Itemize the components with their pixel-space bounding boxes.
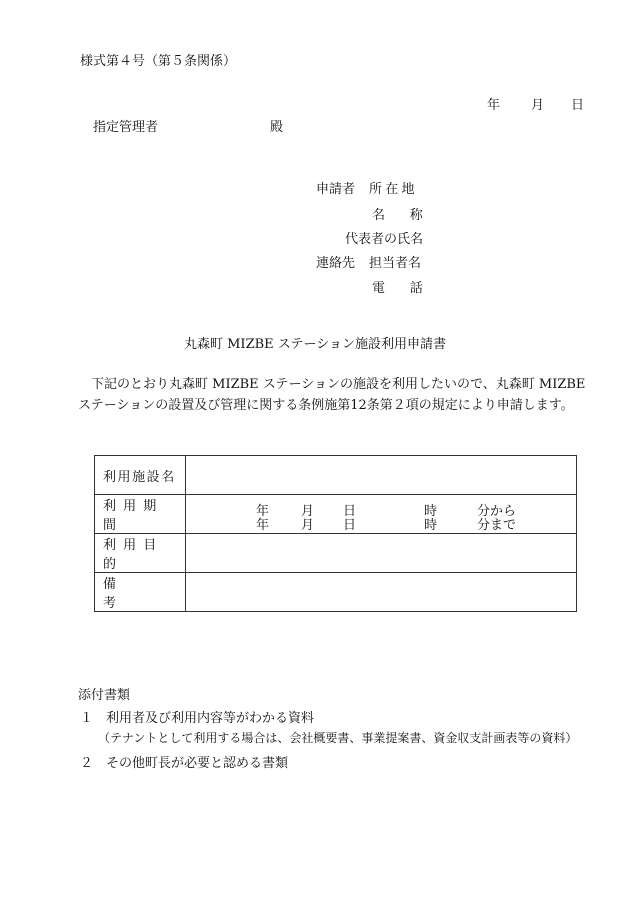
remarks-input-cell[interactable] — [186, 573, 577, 612]
representative-label: 代表者の氏名 — [345, 232, 424, 247]
body-text: 下記のとおり丸森町 MIZBE ステーションの施設を利用したいので、丸森町 MIZBE ステーションの設置及び管理に関する条例施第12条第２項の規定により申請します。 — [78, 377, 586, 413]
period-row — [95, 495, 577, 534]
to-year: 年 — [256, 518, 270, 533]
remarks-label-cell — [95, 573, 186, 612]
purpose-row — [95, 534, 577, 573]
form-number: 様式第４号（第５条関係） — [80, 54, 237, 69]
attachment-1-note: （テナントとして利用する場合は、会社概要書、事業提案書、資金収支計画表等の資料） — [98, 731, 578, 745]
period-fields — [186, 495, 576, 533]
facility-label-cell — [95, 456, 186, 495]
applicant-heading: 申請者 — [316, 182, 356, 197]
phone-label-row — [372, 277, 447, 296]
remarks-row — [95, 573, 577, 612]
from-year: 年 — [256, 504, 270, 519]
date-month-label: 月 — [531, 98, 545, 113]
from-month: 月 — [301, 504, 315, 519]
attachment-2-text: その他町長が必要と認める書類 — [106, 756, 289, 771]
from-hour: 時 — [424, 504, 438, 519]
address-label: 所在地 — [369, 182, 418, 197]
from-minute-suffix: 分から — [477, 504, 517, 519]
person-label: 担当者名 — [369, 256, 422, 271]
attachment-item-1 — [80, 707, 314, 726]
facility-row — [95, 456, 577, 495]
document-title: 丸森町 MIZBE ステーション施設利用申請書 — [183, 337, 446, 352]
date-day-label: 日 — [571, 98, 585, 113]
attachment-2-number: ２ — [80, 756, 94, 771]
to-minute-suffix: 分まで — [477, 518, 517, 533]
to-day: 日 — [343, 518, 357, 533]
addressee-honorific: 殿 — [270, 120, 284, 135]
name-label-row — [372, 204, 447, 223]
attachment-1-text: 利用者及び利用内容等がわかる資料 — [106, 711, 315, 726]
from-day: 日 — [343, 504, 357, 519]
facility-input-cell[interactable] — [186, 456, 577, 495]
application-table — [94, 455, 577, 612]
purpose-input-cell[interactable] — [186, 534, 577, 573]
attachment-1-number: １ — [80, 711, 94, 726]
to-hour: 時 — [424, 518, 438, 533]
facility-label: 利用施設名 — [103, 469, 176, 485]
applicant-address-row — [316, 178, 418, 197]
remarks-label: 備考 — [103, 577, 165, 611]
name-label: 名称 — [372, 208, 448, 223]
contact-heading: 連絡先 — [316, 256, 356, 271]
attachment-item-2 — [80, 752, 288, 771]
addressee-title: 指定管理者 — [93, 120, 159, 135]
to-month: 月 — [301, 518, 315, 533]
attachments-title: 添付書類 — [78, 688, 131, 703]
period-label: 利用期間 — [103, 499, 164, 533]
date-year-label: 年 — [487, 98, 501, 113]
body-paragraph — [78, 374, 598, 416]
purpose-label: 利用目的 — [103, 538, 164, 572]
purpose-label-cell — [95, 534, 186, 573]
contact-row — [316, 252, 421, 271]
period-input-cell[interactable] — [186, 495, 577, 534]
phone-label: 電話 — [372, 281, 448, 296]
period-label-cell — [95, 495, 186, 534]
